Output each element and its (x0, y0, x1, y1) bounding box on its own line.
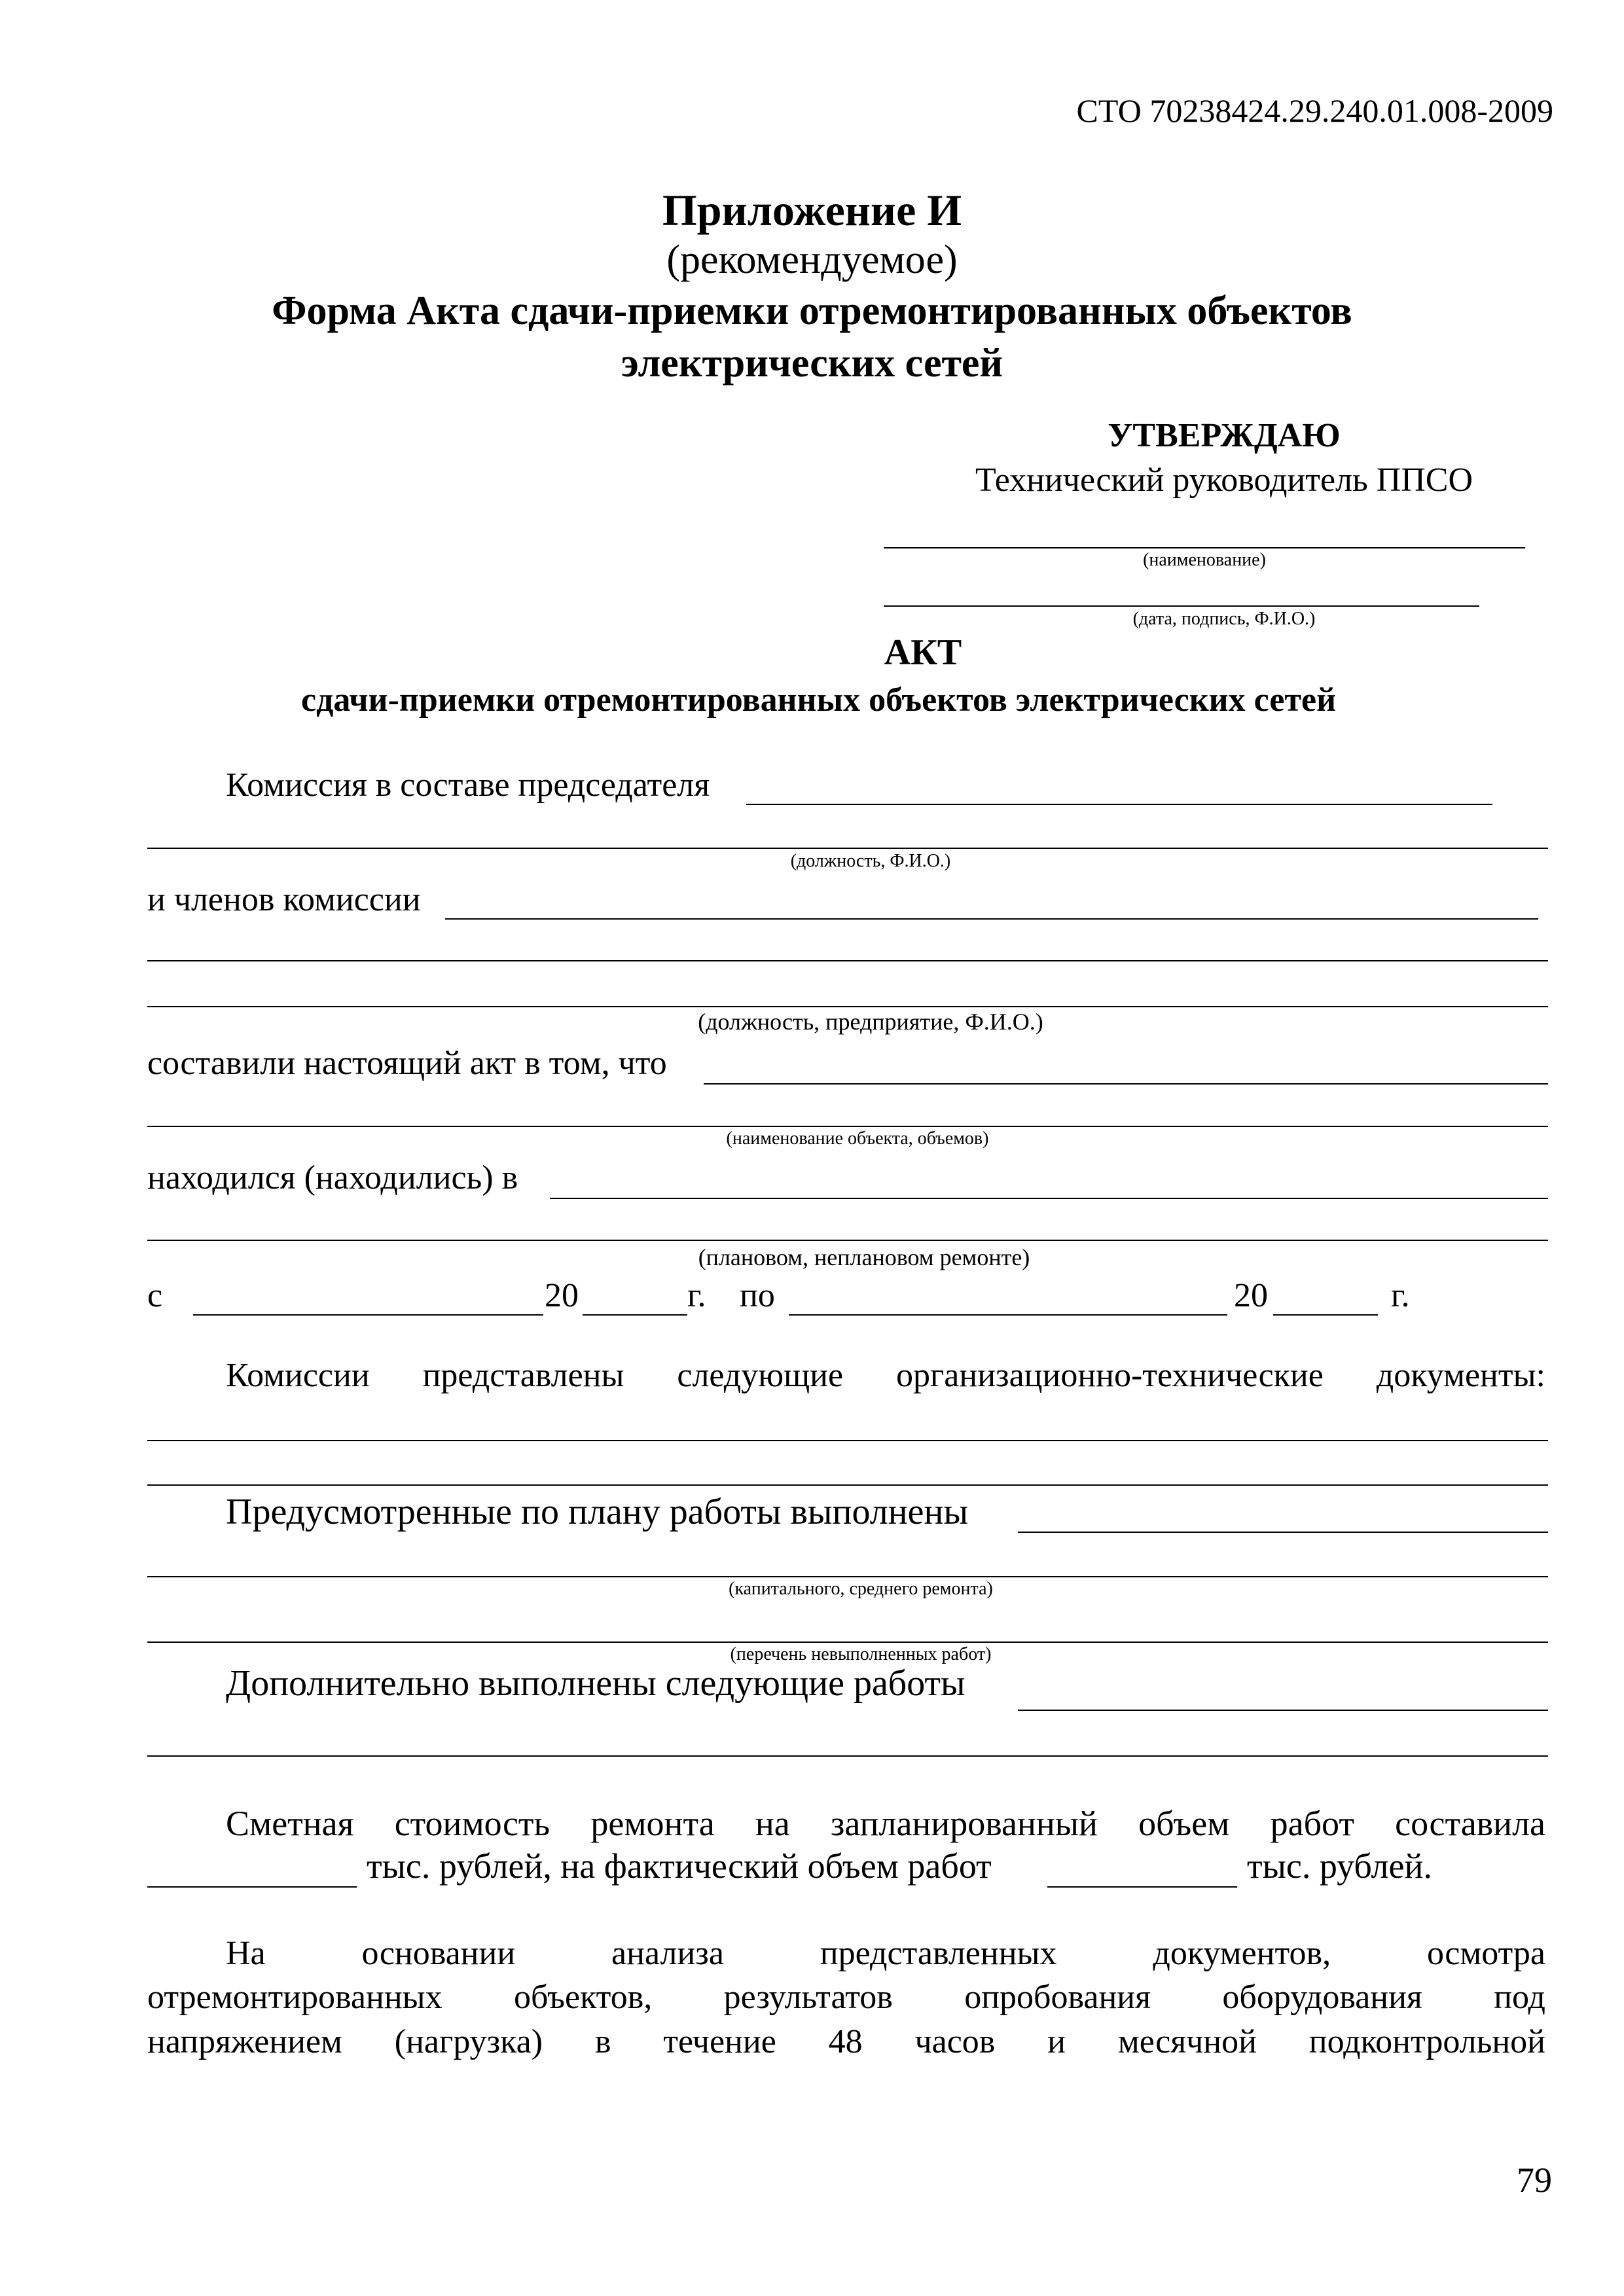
located-label: находился (находились) в (147, 1159, 518, 1196)
basis-line3: напряжением (нагрузка) в течение 48 часов и месячной подконтрольной (147, 2023, 1545, 2060)
repair-caption: (плановом, неплановом ремонте) (698, 1244, 1030, 1270)
from-date-field[interactable] (193, 1314, 543, 1316)
page-number: 79 (1517, 2161, 1552, 2200)
to-date-field[interactable] (789, 1314, 1227, 1316)
cost-unit-2: тыс. рублей. (1247, 1846, 1432, 1886)
documents-field-2[interactable] (147, 1484, 1548, 1486)
additional-field[interactable] (1018, 1710, 1548, 1711)
document-code: СТО 70238424.29.240.01.008-2009 (1076, 92, 1553, 129)
compiled-field[interactable] (704, 1083, 1548, 1085)
additional-field-2[interactable] (147, 1755, 1548, 1757)
documents-field[interactable] (147, 1440, 1548, 1441)
from-label: с (147, 1277, 163, 1314)
approve-signature-line (884, 605, 1479, 607)
unfinished-caption: (перечень невыполненных работ) (730, 1644, 992, 1664)
object-caption: (наименование объекта, объемов) (726, 1128, 989, 1149)
from-year-suffix: г. (687, 1277, 706, 1314)
to-year-prefix: 20 (1234, 1277, 1268, 1314)
approve-position: Технический руководитель ППСО (975, 461, 1473, 499)
capital-caption: (капитального, среднего ремонта) (729, 1579, 993, 1599)
act-subtitle: сдачи-приемки отремонтированных объектов электрических сетей (301, 681, 1337, 719)
basis-line1: На основании анализа представленных документов, осмотра (226, 1935, 1545, 1972)
planned-field-2[interactable] (147, 1576, 1548, 1577)
cost-planned-field[interactable] (147, 1886, 357, 1888)
commission-label: Комиссия в составе председателя (226, 766, 710, 804)
documents-label: Комиссии представлены следующие организационно-технические документы: (226, 1357, 1545, 1394)
planned-field[interactable] (1018, 1532, 1548, 1533)
approve-name-caption: (наименование) (1143, 550, 1266, 570)
members-caption: (должность, предприятие, Ф.И.О.) (698, 1009, 1043, 1035)
additional-label: Дополнительно выполнены следующие работы (226, 1663, 965, 1704)
planned-label: Предусмотренные по плану работы выполнены (226, 1492, 969, 1532)
compiled-field-2[interactable] (147, 1126, 1548, 1127)
from-year-field[interactable] (583, 1314, 687, 1316)
members-field[interactable] (445, 918, 1538, 920)
position-caption: (должность, Ф.И.О.) (790, 851, 951, 871)
form-title-line2: электрических сетей (621, 341, 1003, 386)
to-year-field[interactable] (1273, 1314, 1378, 1316)
members-field-3[interactable] (147, 1006, 1548, 1007)
appendix-note: (рекомендуемое) (666, 238, 958, 282)
cost-unit-1: тыс. рублей, на фактический объем работ (367, 1846, 992, 1886)
unfinished-field[interactable] (147, 1641, 1548, 1643)
to-year-suffix: г. (1391, 1277, 1410, 1314)
chairman-field-2[interactable] (147, 848, 1548, 849)
members-field-2[interactable] (147, 960, 1548, 961)
basis-line2: отремонтированных объектов, результатов опробования оборудования под (147, 1979, 1545, 2016)
approve-name-line (884, 547, 1525, 548)
approve-label: УТВЕРЖДАЮ (1108, 417, 1341, 454)
located-field-2[interactable] (147, 1240, 1548, 1241)
cost-actual-field[interactable] (1047, 1886, 1237, 1888)
members-label: и членов комиссии (147, 881, 421, 918)
approve-signature-caption: (дата, подпись, Ф.И.О.) (1132, 609, 1316, 629)
act-title: АКТ (884, 632, 962, 673)
cost-line1: Сметная стоимость ремонта на запланированный объем работ составила (226, 1804, 1545, 1843)
compiled-label: составили настоящий акт в том, что (147, 1045, 667, 1082)
form-title-line1: Форма Акта сдачи-приемки отремонтированных объектов (272, 289, 1352, 333)
from-year-prefix: 20 (545, 1277, 579, 1314)
appendix-title: Приложение И (662, 185, 962, 235)
chairman-field[interactable] (746, 804, 1492, 805)
to-label: по (740, 1277, 775, 1314)
located-field[interactable] (550, 1198, 1548, 1199)
